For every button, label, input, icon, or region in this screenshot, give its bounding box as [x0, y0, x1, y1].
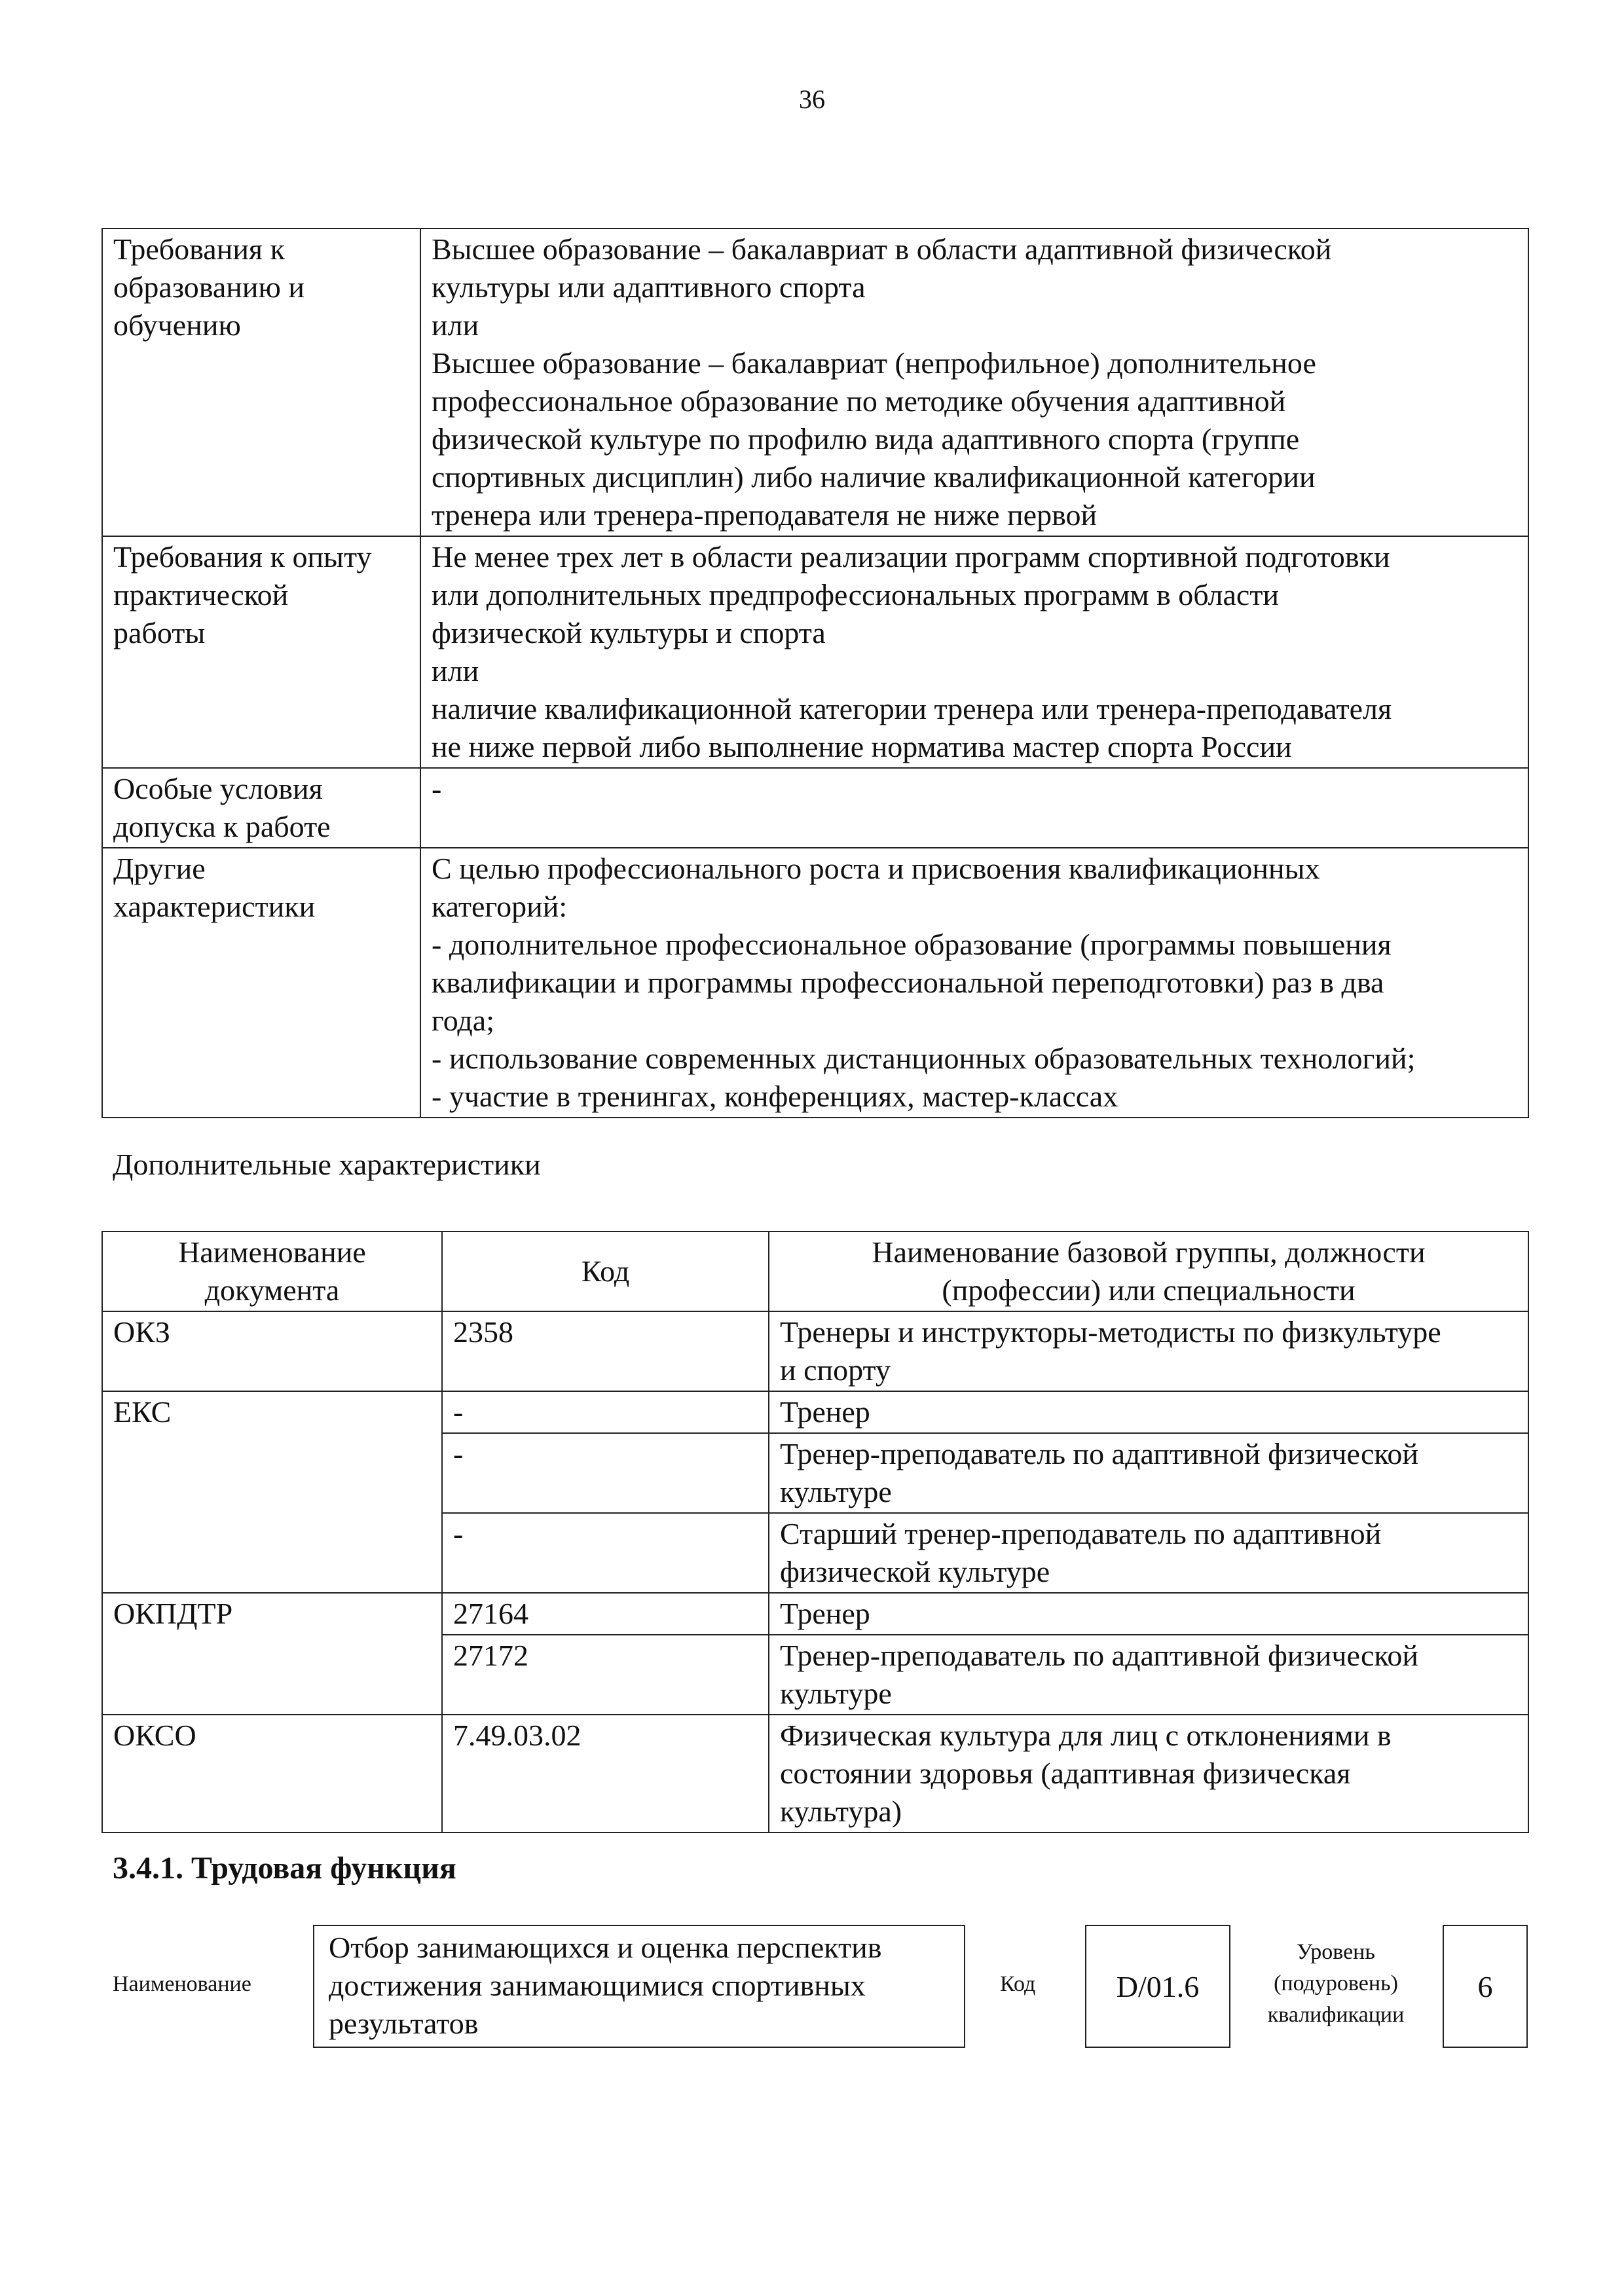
- requirement-label: Особые условия допуска к работе: [102, 768, 420, 848]
- name-label: Наименование: [113, 1972, 251, 1996]
- requirement-value: -: [420, 768, 1528, 848]
- table-row: [102, 1593, 1528, 1635]
- code-cell: -: [442, 1513, 769, 1593]
- requirement-value: Высшее образование – бакалавриат в области адаптивной физической культуры или адаптивного спорта или Высшее образование – бакалавриат (непрофильное) дополнительное профессиональное образование по методике обучения адаптивной физической культуре по профилю вида адаптивного спорта (группе спортивных дисциплин) либо наличие квалификационной категории тренера или тренера-преподавателя не ниже первой: [420, 228, 1528, 536]
- code-cell: 7.49.03.02: [442, 1715, 769, 1832]
- requirement-label: Требования к опыту практической работы: [102, 536, 420, 768]
- code-cell: -: [442, 1433, 769, 1513]
- table-row: [102, 1715, 1528, 1832]
- header-code: Код: [442, 1231, 769, 1311]
- header-group-name: Наименование базовой группы, должности (профессии) или специальности: [769, 1231, 1528, 1311]
- header-document: Наименование документа: [102, 1231, 442, 1311]
- labor-function-heading: 3.4.1. Трудовая функция: [113, 1851, 456, 1886]
- function-code-box: D/01.6: [1085, 1925, 1230, 2048]
- group-name-cell: Старший тренер-преподаватель по адаптивной физической культуре: [769, 1513, 1528, 1593]
- document-cell: ОКСО: [102, 1715, 442, 1832]
- table-row: [102, 1311, 1528, 1391]
- requirement-label: Другие характеристики: [102, 848, 420, 1118]
- requirement-value: С целью профессионального роста и присвоения квалификационных категорий: - дополнительное профессиональное образование (программы повышения квалификации и программы профессиональной переподготовки) раз в два года; - использование современных дистанционных образовательных технологий; - участие в тренингах, конференциях, мастер-классах: [420, 848, 1528, 1118]
- code-cell: 2358: [442, 1311, 769, 1391]
- function-name-box: Отбор занимающихся и оценка перспектив достижения занимающимися спортивных результатов: [313, 1925, 965, 2048]
- group-name-cell: Тренер: [769, 1593, 1528, 1635]
- code-cell: 27172: [442, 1635, 769, 1715]
- qualification-level-box: 6: [1443, 1925, 1528, 2048]
- code-cell: 27164: [442, 1593, 769, 1635]
- labor-function-row: [0, 1925, 1624, 2049]
- page-number: 36: [799, 84, 825, 114]
- requirement-value: Не менее трех лет в области реализации программ спортивной подготовки или дополнительных предпрофессиональных программ в области физической культуры и спорта или наличие квалификационной категории тренера или тренера-преподавателя не ниже первой либо выполнение норматива мастер спорта России: [420, 536, 1528, 768]
- code-cell: -: [442, 1391, 769, 1433]
- requirements-table: [101, 228, 1529, 1118]
- additional-characteristics-heading: Дополнительные характеристики: [113, 1148, 541, 1181]
- table-header-row: [102, 1231, 1528, 1311]
- requirement-row: [102, 848, 1528, 1118]
- requirement-row: [102, 536, 1528, 768]
- requirement-label: Требования к образованию и обучению: [102, 228, 420, 536]
- group-name-cell: Тренер-преподаватель по адаптивной физической культуре: [769, 1635, 1528, 1715]
- requirement-row: [102, 768, 1528, 848]
- document-cell: ОКПДТР: [102, 1593, 442, 1715]
- group-name-cell: Физическая культура для лиц с отклонениями в состоянии здоровья (адаптивная физическая культура): [769, 1715, 1528, 1832]
- additional-characteristics-table: [101, 1231, 1529, 1833]
- document-cell: ЕКС: [102, 1391, 442, 1593]
- group-name-cell: Тренеры и инструкторы-методисты по физкультуре и спорту: [769, 1311, 1528, 1391]
- document-cell: ОКЗ: [102, 1311, 442, 1391]
- group-name-cell: Тренер: [769, 1391, 1528, 1433]
- table-row: [102, 1391, 1528, 1433]
- group-name-cell: Тренер-преподаватель по адаптивной физической культуре: [769, 1433, 1528, 1513]
- qualification-level-label: Уровень (подуровень) квалификации: [1267, 1940, 1405, 2027]
- requirement-row: [102, 228, 1528, 536]
- code-label: Код: [1000, 1972, 1036, 1996]
